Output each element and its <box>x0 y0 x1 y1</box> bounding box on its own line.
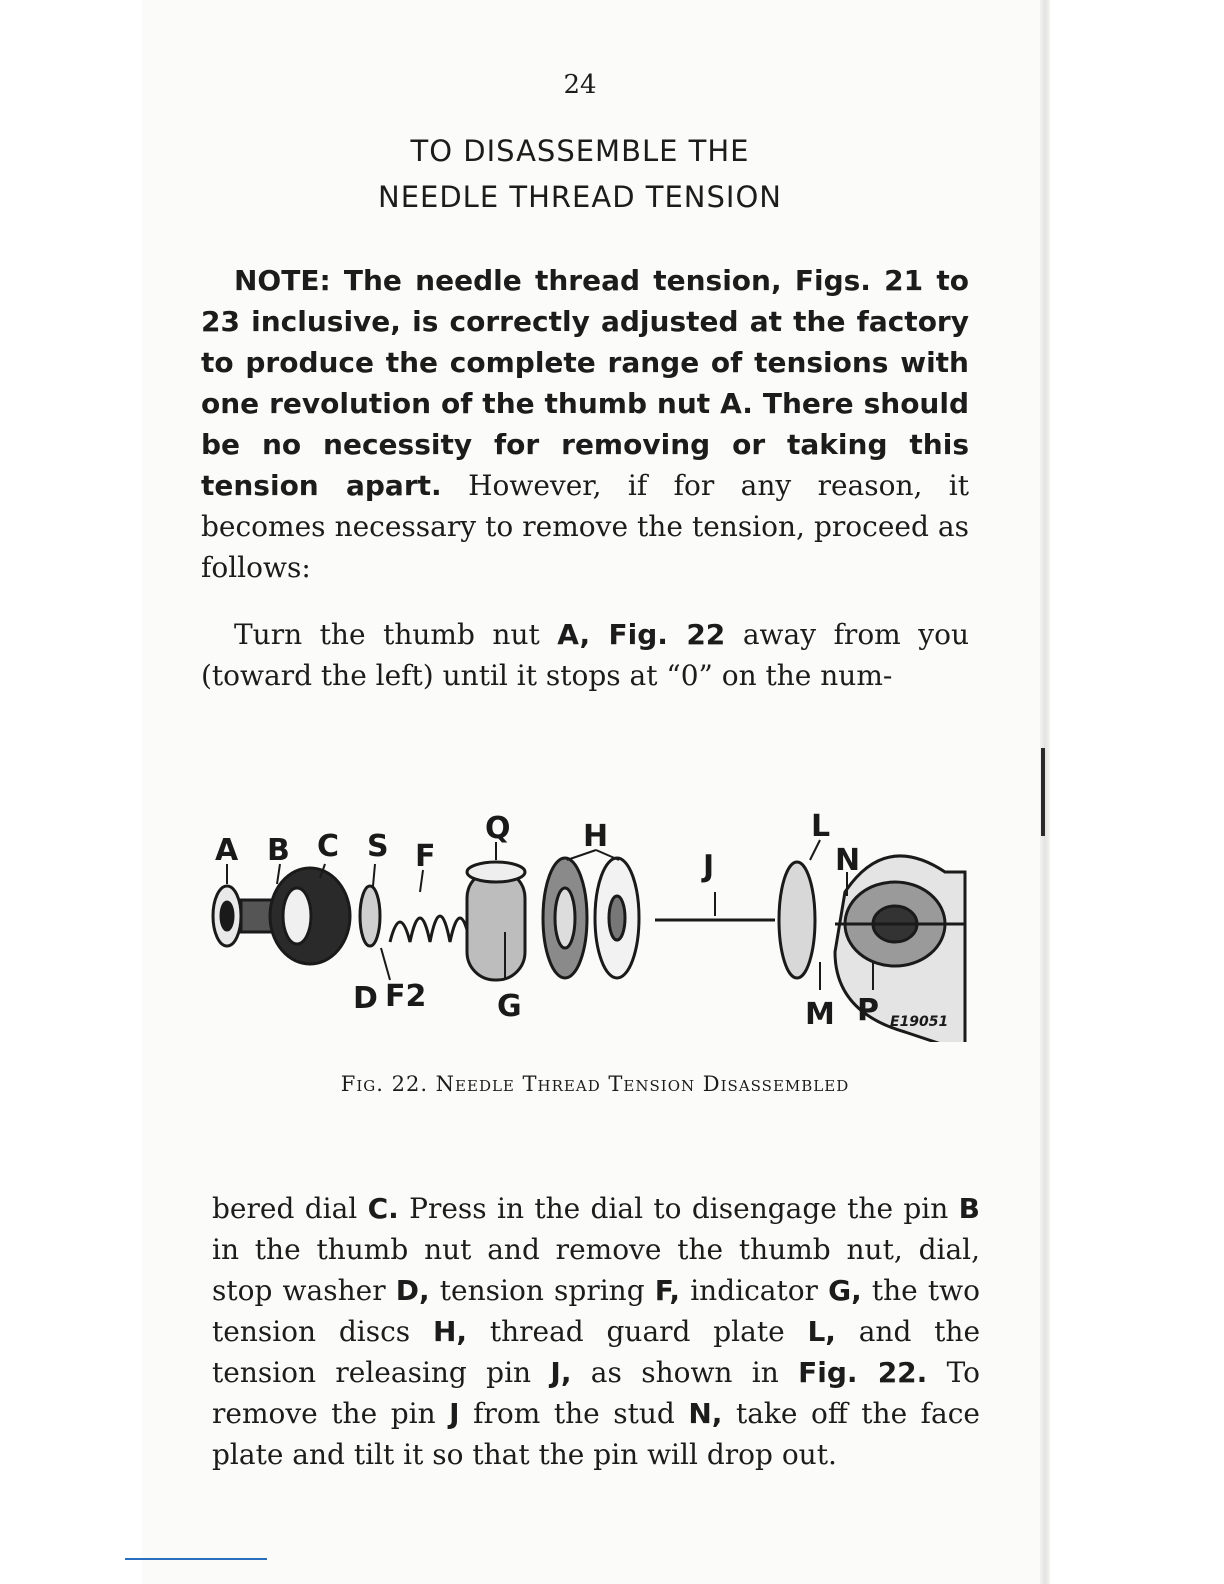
tension-parts-illustration <box>205 812 975 1042</box>
text-run: as shown in <box>571 1356 799 1389</box>
continuation-paragraph <box>212 1188 980 1475</box>
label-c: C <box>317 829 340 864</box>
text-run: from the stud <box>459 1397 689 1430</box>
label-b: B <box>267 833 290 868</box>
page-number: 24 <box>563 70 597 100</box>
text-run: and the tension releasing pin <box>212 1315 981 1389</box>
text-run: indicator <box>680 1274 829 1307</box>
text-run-bold: C. <box>367 1192 399 1225</box>
text-run-bold: L, <box>807 1315 836 1348</box>
text-run: Press in the dial to disengage the pin <box>398 1192 959 1225</box>
text-run: take off the face plate and tilt it so that the pin will drop out. <box>212 1397 980 1471</box>
label-p: P <box>857 993 879 1028</box>
label-h: H <box>583 819 609 854</box>
label-a: A <box>215 833 239 868</box>
thread-guard-plate-part <box>779 862 815 978</box>
text-run-bold: D, <box>395 1274 430 1307</box>
note-plain-text: However, if for any reason, it becomes necessary to remove the tension, proceed as follows: <box>201 469 970 584</box>
text-run-bold: J, <box>550 1356 572 1389</box>
text-run: thread guard plate <box>467 1315 808 1348</box>
text-run-bold: B <box>958 1192 980 1225</box>
label-n: N <box>835 843 861 878</box>
label-q: Q <box>485 812 511 846</box>
label-m: M <box>805 997 835 1032</box>
text-run: To remove the pin <box>212 1356 980 1430</box>
text-run-bold: A, Fig. 22 <box>557 618 726 651</box>
page-margin-left <box>0 0 142 1584</box>
text-run: in the thumb nut and remove the thumb nut, dial, stop washer <box>212 1233 980 1307</box>
indicator-part <box>467 870 525 980</box>
text-run-bold: Fig. 22. <box>798 1356 928 1389</box>
label-f2: F2 <box>385 979 427 1014</box>
text-run-bold: F, <box>654 1274 681 1307</box>
label-l: L <box>811 812 831 844</box>
step-paragraph <box>201 614 969 696</box>
page-margin-right <box>1050 0 1224 1584</box>
figure-code: E19051 <box>890 1014 949 1030</box>
scan-edge-mark <box>1041 748 1045 836</box>
text-run-bold: H, <box>432 1315 468 1348</box>
text-run: bered dial <box>212 1192 368 1225</box>
text-run-bold: G, <box>828 1274 862 1307</box>
text-run: tension spring <box>429 1274 655 1307</box>
note-bold-text: NOTE: The needle thread tension, Figs. 21 to 23 inclusive, is correctly adjusted at the factory to produce the complete range of tensions with one revolution of the thumb nut A. There should be no necessity for removing or taking this tension apart. <box>201 264 969 502</box>
note-paragraph <box>201 260 969 588</box>
text-run: away from you (toward the left) until it stops at “0” on the num- <box>201 618 969 692</box>
stop-washer-part <box>360 886 380 946</box>
section-title-line-2: NEEDLE THREAD TENSION <box>378 180 782 214</box>
text-run: Turn the thumb nut <box>234 618 558 651</box>
section-title-line-1: TO DISASSEMBLE THE <box>410 134 750 168</box>
bottom-rule <box>125 1558 267 1560</box>
label-g: G <box>497 989 522 1024</box>
label-f: F <box>415 839 436 874</box>
label-d: D <box>353 981 378 1016</box>
text-run: the two tension discs <box>212 1274 980 1348</box>
figure-caption: Fig. 22. Needle Thread Tension Disassembled <box>340 1072 850 1096</box>
tension-spring-part <box>390 916 470 942</box>
text-run-bold: J <box>449 1397 460 1430</box>
text-run-bold: N, <box>688 1397 723 1430</box>
label-s: S <box>367 829 389 864</box>
label-j: J <box>703 849 715 884</box>
